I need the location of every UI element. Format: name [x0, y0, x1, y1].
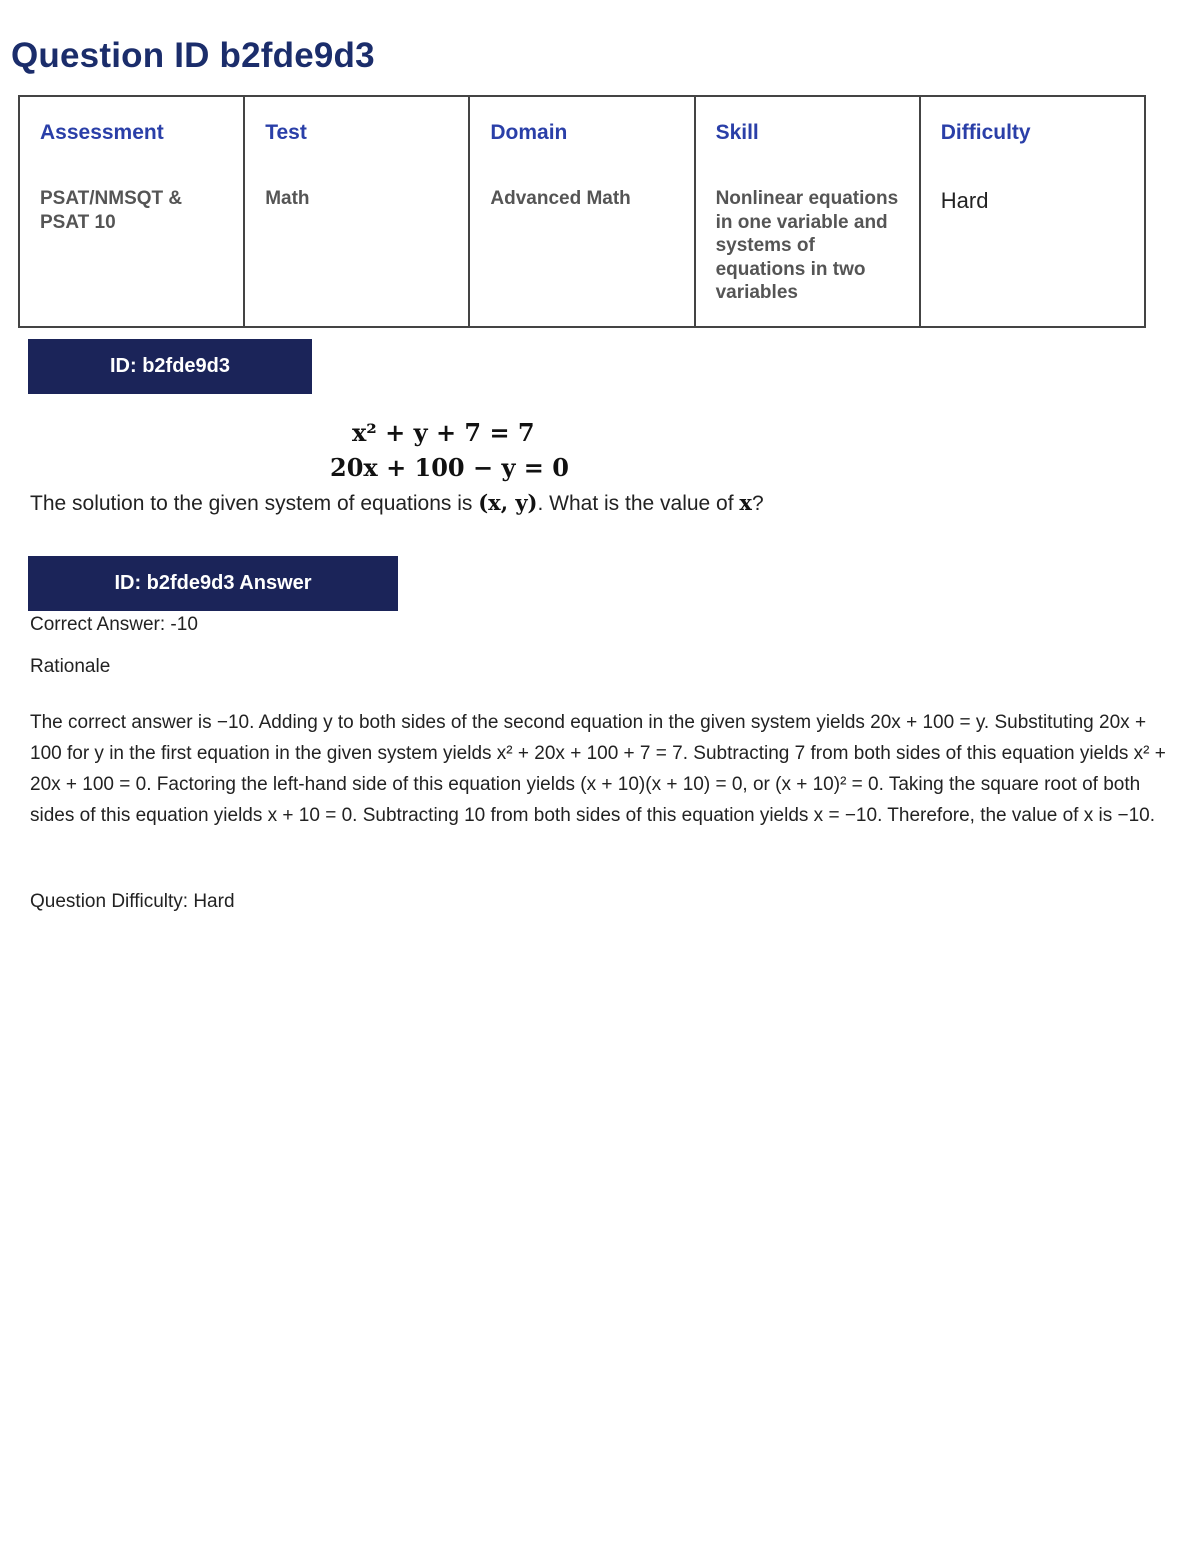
- domain-value: Advanced Math: [490, 188, 631, 209]
- page-title: Question ID b2fde9d3: [11, 36, 375, 75]
- skill-header: Skill: [715, 121, 759, 144]
- correct-answer: Correct Answer: -10: [30, 614, 198, 635]
- answer-id-bar: ID: b2fde9d3 Answer: [28, 556, 398, 611]
- domain-header: Domain: [490, 121, 568, 144]
- domain-cell: [469, 96, 694, 327]
- question-id-bar: ID: b2fde9d3: [28, 339, 312, 394]
- question-difficulty: Question Difficulty: Hard: [30, 891, 235, 912]
- assessment-cell: [19, 96, 244, 327]
- question-variable: x: [739, 490, 752, 515]
- question-text-middle: . What is the value of: [537, 492, 740, 515]
- rationale-label: Rationale: [30, 656, 111, 677]
- skill-value: Nonlinear equations in one variable and systems of equations in two variables: [715, 188, 899, 303]
- test-cell: [244, 96, 469, 327]
- question-text-end: ?: [751, 492, 764, 515]
- equation-2: 20x + 100 − y = 0: [330, 453, 569, 482]
- skill-cell: [695, 96, 920, 327]
- difficulty-header: Difficulty: [940, 121, 1031, 144]
- question-ordered-pair: (x, y): [478, 490, 538, 515]
- question-text-start: The solution to the given system of equations is: [30, 492, 479, 515]
- difficulty-cell: [920, 96, 1145, 327]
- assessment-header: Assessment: [40, 121, 164, 144]
- test-header: Test: [265, 121, 307, 144]
- test-value: Math: [265, 188, 310, 209]
- question-text: [30, 490, 764, 516]
- rationale-text: The correct answer is −10. Adding y to both sides of the second equation in the given system yields 20x + 100 = y. Substituting 20x + 100 for y in the first equation in the given system yields x² + 20x + 100 + 7 = 7. Subtracting 7 from both sides of this equation yields x² + 20x + 100 = 0. Factoring the left-hand side of this equation yields (x + 10)(x + 10) = 0, or (x + 10)² = 0. Taking the square root of both sides of this equation yields x + 10 = 0. Subtracting 10 from both sides of this equation yields x = −10. Therefore, the value of x is −10.: [30, 712, 1166, 826]
- assessment-value: PSAT/NMSQT & PSAT 10: [40, 188, 183, 233]
- equation-1: x² + y + 7 = 7: [352, 418, 535, 447]
- question-metadata-table: [18, 95, 1146, 328]
- difficulty-value: Hard: [940, 188, 989, 213]
